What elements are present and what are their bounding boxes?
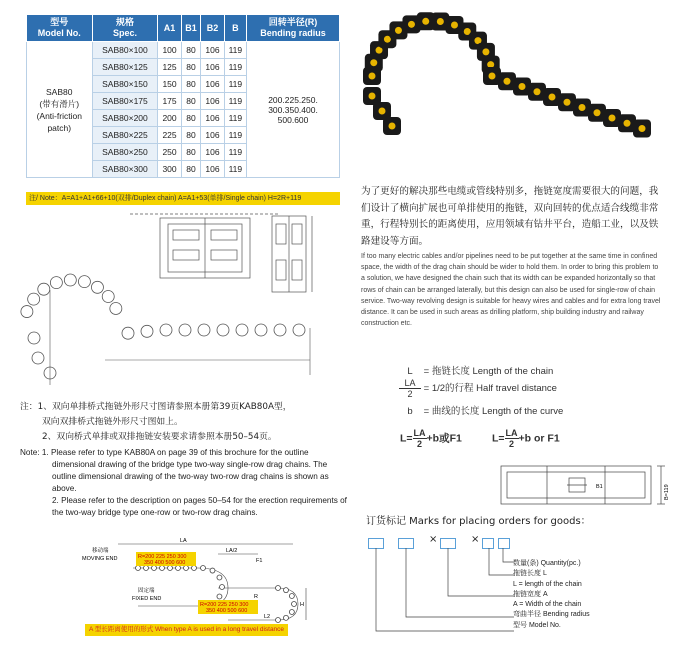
fixed-end-en: FIXED END bbox=[132, 596, 162, 602]
photo-link-pin bbox=[422, 18, 429, 25]
photo-link-pin bbox=[408, 21, 415, 28]
chain-link bbox=[276, 586, 281, 591]
cell-b2: 106 bbox=[201, 127, 224, 144]
order-legend: 数量(条) Quantity(pc.) 拖链长度 L L = length of the chain 拖链宽度 A A = Width of the chain 弯曲半径 Bending radius 型号 Model No. bbox=[513, 560, 590, 629]
cell-b2: 106 bbox=[201, 144, 224, 161]
chain-link bbox=[78, 276, 90, 288]
r-values-top-2: 350 400 500 600 bbox=[144, 560, 186, 566]
l2-label: L2 bbox=[264, 614, 271, 620]
photo-link-pin bbox=[370, 59, 377, 66]
f1-label: F1 bbox=[256, 558, 263, 564]
cell-a1: 125 bbox=[158, 59, 181, 76]
photo-link-pin bbox=[389, 123, 396, 130]
radius-cell: 200.225.250. 300.350.400. 500.600 bbox=[247, 42, 340, 178]
chain-link bbox=[160, 566, 165, 571]
chain-link bbox=[284, 615, 289, 620]
photo-link-pin bbox=[504, 78, 511, 85]
chain-link bbox=[179, 324, 191, 336]
cell-b2: 106 bbox=[201, 161, 224, 178]
cell-b1: 80 bbox=[181, 144, 201, 161]
chain-link bbox=[198, 324, 210, 336]
cell-b: 119 bbox=[224, 59, 246, 76]
cell-b2: 106 bbox=[201, 59, 224, 76]
formula-cn: L= $\frac{LA}{2}$ +b或F1 bbox=[400, 428, 462, 449]
order-sep-2: × bbox=[471, 534, 480, 545]
description-cn: 为了更好的解决那些电缆或管线特别多，拖链宽度需要很大的问题，我们设计了横向扩展也可单排使用的拖链，双向回转的优点适合线缆非常重，行程特别长的距离使用，应用领域有钻井平台，造船工业，以及铁路建设等方面。 bbox=[361, 186, 659, 247]
la-half-label: LA/2 bbox=[226, 548, 238, 554]
cell-b1: 80 bbox=[181, 110, 201, 127]
photo-link-pin bbox=[482, 48, 489, 55]
header-radius: 回转半径(R) Bending radius bbox=[247, 15, 340, 42]
header-b1: B1 bbox=[181, 15, 201, 42]
chain-link bbox=[184, 566, 189, 571]
definition-b: b = 曲线的长度 Length of the curve bbox=[407, 406, 564, 417]
drag-chain-photo bbox=[352, 6, 682, 178]
long-travel-note: A 型长距离使用的形式 When type A is used in a long travel distance bbox=[85, 624, 288, 636]
photo-link-pin bbox=[579, 104, 586, 111]
fixed-end-cn: 固定端 bbox=[138, 588, 155, 594]
moving-end-cn: 移动端 bbox=[92, 548, 109, 554]
photo-link-pin bbox=[594, 109, 601, 116]
notes-en: Note: 1. Please refer to type KAB80A on page 39 of this brochure for the outline dimensional drawing of the bridge type two-way single-row drag chains. The outline dimensional drawing of the two-way two-row drag chains is shown as above. 2. Please refer to the description on pages 50–54 for the erection requirements of the two-way bridge type one-row or two-row drag chains. bbox=[20, 448, 347, 518]
chain-link bbox=[176, 566, 181, 571]
cell-b1: 80 bbox=[181, 42, 201, 59]
photo-link-pin bbox=[437, 18, 444, 25]
chain-link bbox=[144, 566, 149, 571]
cell-b2: 106 bbox=[201, 76, 224, 93]
notes-cn: 注：1、双向单排桥式拖链外形尺寸图请参照本册第39页KAB80A型， 双向双排桥式拖链外形尺寸图如上。 2、双向桥式单排或双排拖链安装要求请参照本册50–54页。 bbox=[20, 402, 292, 442]
cell-a1: 250 bbox=[158, 144, 181, 161]
chain-link bbox=[28, 293, 40, 305]
chain-link bbox=[217, 575, 222, 580]
photo-link-pin bbox=[519, 83, 526, 90]
cell-b1: 80 bbox=[181, 93, 201, 110]
photo-link-pin bbox=[489, 73, 496, 80]
chain-link bbox=[201, 566, 206, 571]
b1-label: B1 bbox=[596, 484, 603, 490]
order-sep-1: × bbox=[429, 534, 438, 545]
definition-l: L = 拖链长度 Length of the chain bbox=[407, 366, 554, 377]
cell-b2: 106 bbox=[201, 42, 224, 59]
chain-link bbox=[141, 325, 153, 337]
chain-link bbox=[136, 566, 141, 571]
photo-link-pin bbox=[534, 88, 541, 95]
cell-a1: 225 bbox=[158, 127, 181, 144]
cell-spec: SAB80×300 bbox=[92, 161, 158, 178]
chain-link bbox=[236, 324, 248, 336]
r-values-bottom-2: 350 400 500 600 bbox=[206, 608, 248, 614]
cell-spec: SAB80×100 bbox=[92, 42, 158, 59]
model-cell: SAB80 (带有滑片) (Anti-friction patch) bbox=[27, 42, 93, 178]
cell-spec: SAB80×150 bbox=[92, 76, 158, 93]
chain-link bbox=[38, 283, 50, 295]
header-a1: A1 bbox=[158, 15, 181, 42]
photo-link-pin bbox=[451, 22, 458, 29]
cell-b: 119 bbox=[224, 110, 246, 127]
cell-spec: SAB80×250 bbox=[92, 144, 158, 161]
header-b: B bbox=[224, 15, 246, 42]
definition-la: $\frac{LA}{2}$ = 1/2的行程 Half travel distance bbox=[399, 378, 557, 399]
photo-link-pin bbox=[549, 94, 556, 101]
cell-b: 119 bbox=[224, 76, 246, 93]
cell-a1: 100 bbox=[158, 42, 181, 59]
r-values-top-1: R=200 225 250 300 bbox=[138, 554, 187, 560]
r-values-bottom-1: R=200 225 250 300 bbox=[200, 602, 249, 608]
photo-link-pin bbox=[369, 73, 376, 80]
cell-a1: 300 bbox=[158, 161, 181, 178]
chain-link bbox=[64, 274, 76, 286]
table-row bbox=[27, 42, 340, 59]
photo-link-pin bbox=[379, 108, 386, 115]
cell-spec: SAB80×125 bbox=[92, 59, 158, 76]
moving-end-en: MOVING END bbox=[82, 556, 118, 562]
photo-link-pin bbox=[609, 115, 616, 122]
photo-link-pin bbox=[639, 125, 646, 132]
chain-link bbox=[276, 618, 281, 623]
header-spec: 规格 Spec. bbox=[92, 15, 158, 42]
chain-outline-drawing bbox=[10, 210, 355, 392]
cell-b: 119 bbox=[224, 93, 246, 110]
chain-link bbox=[217, 594, 222, 599]
photo-link-pin bbox=[395, 27, 402, 34]
cell-b: 119 bbox=[224, 42, 246, 59]
cell-b2: 106 bbox=[201, 93, 224, 110]
long-travel-diagram bbox=[78, 530, 308, 624]
chain-link bbox=[50, 277, 62, 289]
chain-link bbox=[122, 327, 134, 339]
photo-link-pin bbox=[564, 99, 571, 106]
h-label: H bbox=[300, 602, 304, 608]
photo-link-pin bbox=[624, 120, 631, 127]
table-note: 注/ Note：A=A1+A1+66+10(双排/Duplex chain) A=A1+53(单排/Single chain) H=2R+119 bbox=[26, 192, 340, 205]
chain-link bbox=[289, 594, 294, 599]
cell-b1: 80 bbox=[181, 127, 201, 144]
cell-spec: SAB80×175 bbox=[92, 93, 158, 110]
header-model: 型号 Model No. bbox=[27, 15, 93, 42]
chain-link bbox=[152, 566, 157, 571]
cell-b2: 106 bbox=[201, 110, 224, 127]
cell-b: 119 bbox=[224, 127, 246, 144]
chain-link bbox=[293, 324, 305, 336]
cell-b1: 80 bbox=[181, 161, 201, 178]
description-en: If too many electric cables and/or pipelines need to be put together at the same time in confined space, the width of the drag chain should be wider to hold them. In order to bring this problem to a solution, we have designed the chain such that its width can be expanded horizontally so that rows of chain can be arranged laterally, but this design can also be used for single-row of chain service. Two-way revolving design is suitable for heavy wires and cables and for extra long travel distance. It can be used in such areas as drilling platform, ship building industry and railway construction etc. bbox=[361, 253, 661, 328]
cell-b: 119 bbox=[224, 144, 246, 161]
cell-b1: 80 bbox=[181, 76, 201, 93]
chain-link bbox=[284, 588, 289, 593]
cell-a1: 150 bbox=[158, 76, 181, 93]
chain-link bbox=[289, 610, 294, 615]
chain-link bbox=[110, 302, 122, 314]
chain-link bbox=[220, 585, 225, 590]
chain-link bbox=[255, 324, 267, 336]
cell-spec: SAB80×225 bbox=[92, 127, 158, 144]
chain-link bbox=[274, 324, 286, 336]
chain-link bbox=[21, 306, 33, 318]
chain-link bbox=[210, 568, 215, 573]
cell-a1: 175 bbox=[158, 93, 181, 110]
order-title: 订货标记 Marks for placing orders for goods： bbox=[366, 516, 591, 527]
cell-b1: 80 bbox=[181, 59, 201, 76]
order-leader-lines bbox=[368, 548, 518, 638]
formula-en: L= $\frac{LA}{2}$ +b or F1 bbox=[492, 428, 560, 449]
b-dim-label: B=119 bbox=[664, 484, 670, 500]
chain-link bbox=[168, 566, 173, 571]
header-b2: B2 bbox=[201, 15, 224, 42]
cell-a1: 200 bbox=[158, 110, 181, 127]
cross-section-drawing bbox=[497, 460, 677, 508]
chain-link bbox=[102, 291, 114, 303]
chain-link bbox=[91, 281, 103, 293]
chain-link bbox=[217, 324, 229, 336]
chain-link bbox=[160, 324, 172, 336]
chain-link bbox=[192, 566, 197, 571]
la-label: LA bbox=[180, 538, 187, 544]
chain-link bbox=[292, 602, 297, 607]
photo-link-pin bbox=[369, 93, 376, 100]
chain-link bbox=[28, 332, 40, 344]
cell-spec: SAB80×200 bbox=[92, 110, 158, 127]
spec-table bbox=[26, 14, 340, 178]
r-label: R bbox=[254, 594, 258, 600]
cell-b: 119 bbox=[224, 161, 246, 178]
chain-link bbox=[32, 352, 44, 364]
